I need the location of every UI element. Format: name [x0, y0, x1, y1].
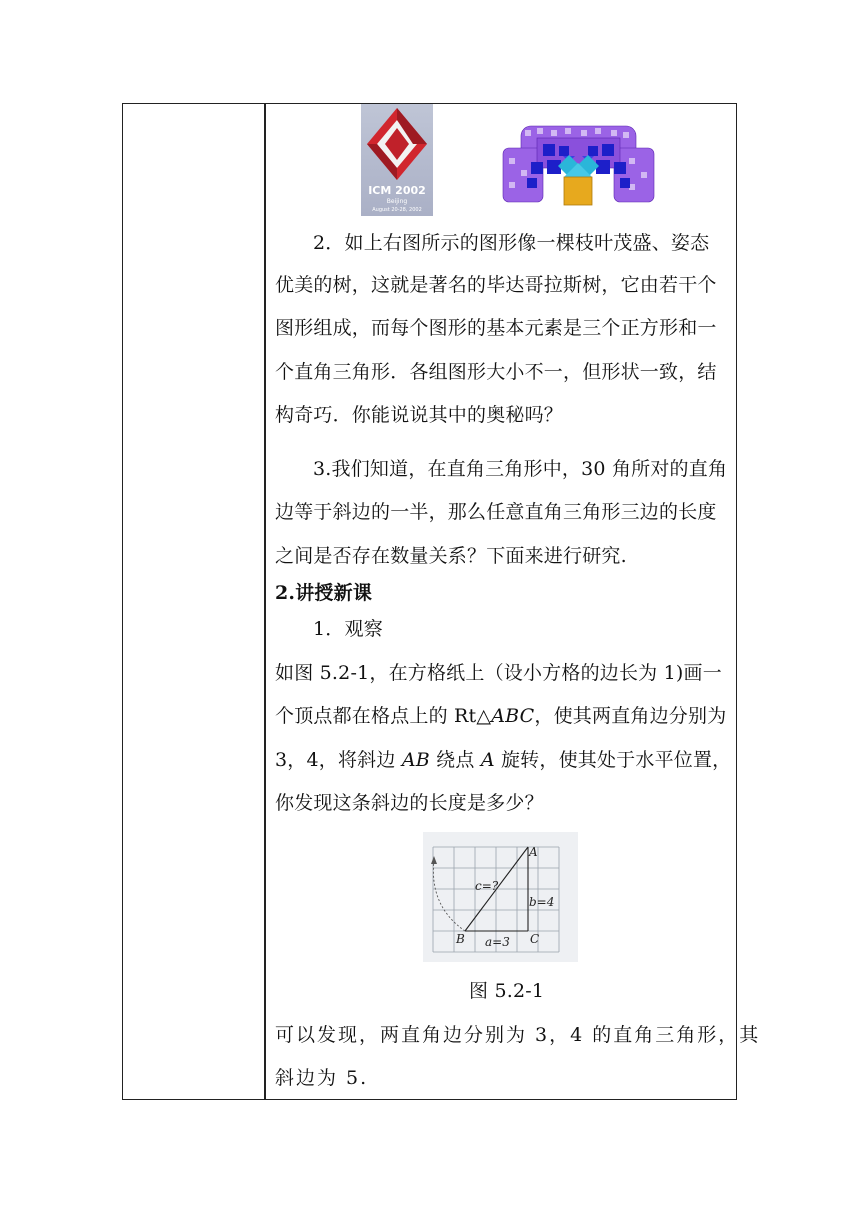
- logo-title: ICM 2002: [368, 184, 426, 197]
- paragraph-3-line-2: 边等于斜边的一半，那么任意直角三角形三边的长度: [275, 501, 717, 523]
- label-C: C: [530, 932, 540, 946]
- subsection-heading: 1．观察: [313, 618, 383, 640]
- question-line-1: 如图 5.2-1，在方格纸上（设小方格的边长为 1)画一: [275, 662, 722, 684]
- question-line-4: 你发现这条斜边的长度是多少？: [275, 792, 544, 814]
- question-line-3: 3，4，将斜边 AB 绕点 A 旋转，使其处于水平位置，: [275, 749, 732, 771]
- label-A: A: [529, 845, 538, 859]
- figure-5-2-1: [423, 832, 578, 962]
- paragraph-2-line-4: 个直角三角形．各组图形大小不一，但形状一致，结: [275, 361, 717, 383]
- paragraph-2-line-2: 优美的树，这就是著名的毕达哥拉斯树，它由若干个: [275, 274, 717, 296]
- label-a: a=3: [485, 935, 510, 949]
- paragraph-2-line-1: 2．如上右图所示的图形像一棵枝叶茂盛、姿态: [313, 232, 710, 254]
- question-line-2: 个顶点都在格点上的 Rt△ABC，使其两直角边分别为: [275, 705, 727, 727]
- conclusion-line-2: 斜边为 5.: [275, 1067, 369, 1089]
- icm-2002-poster: [361, 104, 433, 216]
- paragraph-2-line-3: 图形组成，而每个图形的基本元素是三个正方形和一: [275, 317, 717, 339]
- conclusion-line-1: 可以发现，两直角边分别为 3，4 的直角三角形，其: [275, 1024, 761, 1046]
- logo-date: August 20-28, 2002: [372, 207, 422, 213]
- label-b: b=4: [529, 895, 555, 909]
- paragraph-2-line-5: 构奇巧．你能说说其中的奥秘吗？: [275, 404, 564, 426]
- figure-caption: 图 5.2-1: [469, 980, 545, 1002]
- section-heading: 2.讲授新课: [275, 582, 373, 604]
- table-frame: [122, 103, 761, 1100]
- paragraph-3-line-3: 之间是否存在数量关系？下面来进行研究.: [275, 545, 627, 567]
- content-cell: [266, 104, 761, 1099]
- paragraph-3-line-1: 3.我们知道，在直角三角形中，30 角所对的直角: [313, 458, 728, 480]
- pythagoras-tree-image: [501, 118, 656, 216]
- label-c: c=?: [475, 879, 499, 893]
- label-B: B: [456, 932, 465, 946]
- logo-city: Beijing: [386, 198, 408, 205]
